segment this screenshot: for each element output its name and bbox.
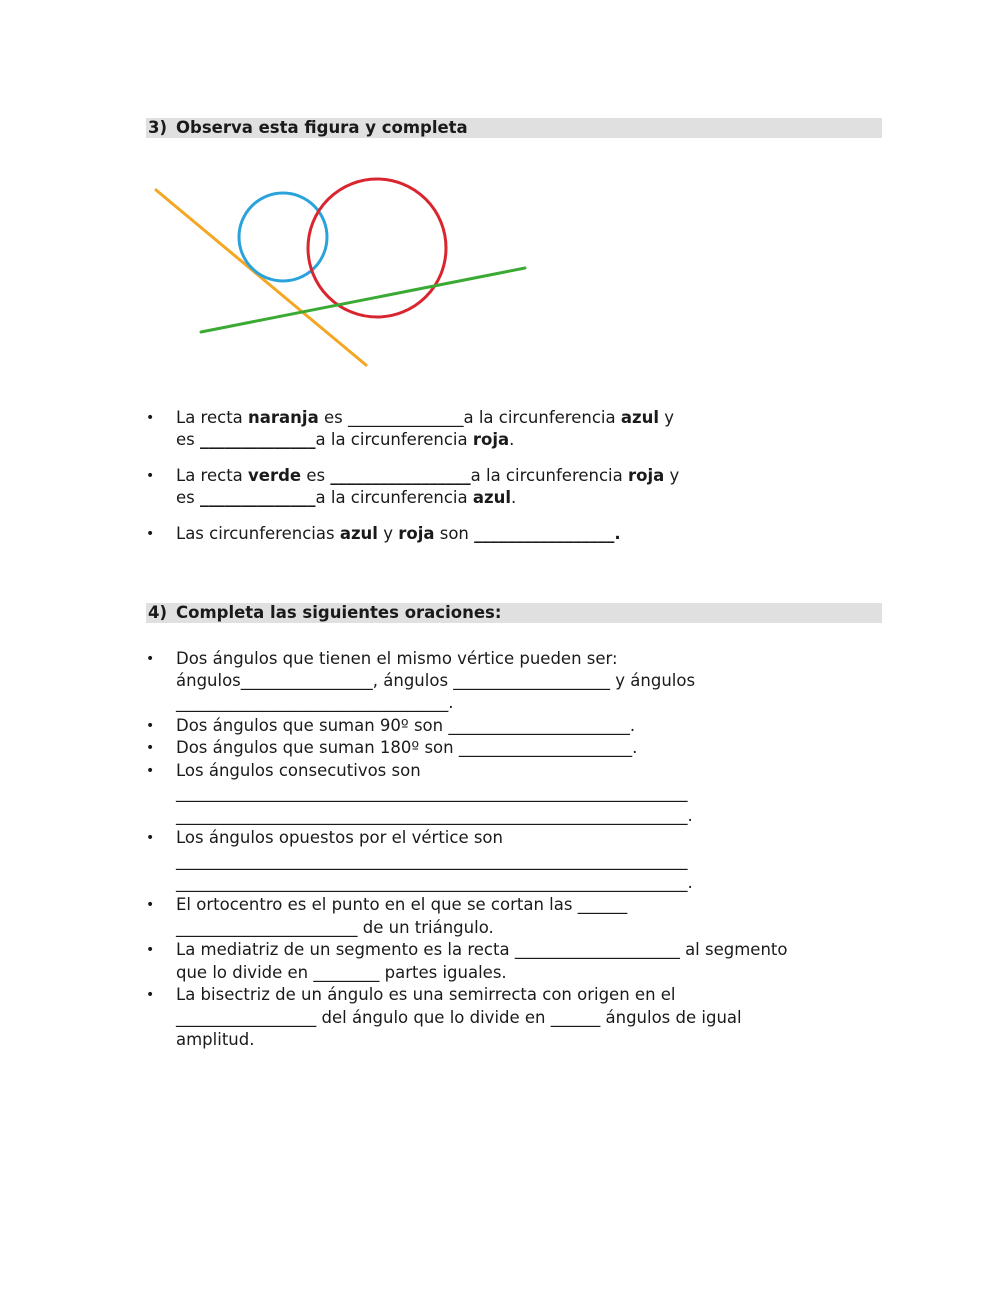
bullet: • — [146, 468, 155, 484]
bullet: • — [146, 763, 155, 779]
green-line — [201, 268, 525, 332]
q3-item-1-line-2: es ______________a la circunferencia roja. — [176, 430, 515, 449]
q4-line[interactable]: ______________________ de un triángulo. — [176, 918, 494, 937]
q4-line[interactable]: ______________________________________________________________ — [176, 783, 688, 802]
blank[interactable]: _________________. — [474, 524, 621, 543]
q4-line[interactable]: ______________________________________________________________. — [176, 873, 693, 892]
q4-line[interactable]: _________________ del ángulo que lo divide en ______ ángulos de igual — [176, 1008, 742, 1027]
section-3-number: 3) — [148, 118, 168, 137]
bullet: • — [146, 651, 155, 667]
q4-line: Los ángulos consecutivos son — [176, 761, 421, 780]
q4-line[interactable]: _________________________________. — [176, 693, 454, 712]
q4-line[interactable]: ángulos________________, ángulos ___________________ y ángulos — [176, 671, 696, 690]
q3-item-2-line-1: La recta verde es _________________a la circunferencia roja y — [176, 466, 680, 485]
section-4-number: 4) — [148, 603, 168, 622]
blue-circle — [239, 193, 327, 281]
q3-item-2-line-2: es ______________a la circunferencia azul. — [176, 488, 517, 507]
section-3-header — [146, 118, 882, 138]
bullet: • — [146, 942, 155, 958]
q4-line[interactable]: ______________________________________________________________ — [176, 851, 688, 870]
bullet: • — [146, 830, 155, 846]
blank[interactable]: ______________ — [200, 430, 316, 449]
q4-line[interactable]: La mediatriz de un segmento es la recta ____________________ al segmento — [176, 940, 788, 959]
q4-line[interactable]: Dos ángulos que suman 90º son ______________________. — [176, 716, 636, 735]
q3-item-3-line-1: Las circunferencias azul y roja son _________________. — [176, 524, 621, 543]
q4-line[interactable]: Dos ángulos que suman 180º son _____________________. — [176, 738, 638, 757]
q3-item-1-line-1: La recta naranja es ______________a la circunferencia azul y — [176, 408, 675, 427]
blank[interactable]: _________________ — [330, 466, 471, 485]
bullet: • — [146, 740, 155, 756]
section-4-header — [146, 603, 882, 623]
orange-line — [156, 190, 366, 365]
q4-line[interactable]: ______________________________________________________________. — [176, 806, 693, 825]
bullet: • — [146, 987, 155, 1003]
bullet: • — [146, 526, 155, 542]
q4-line: Dos ángulos que tienen el mismo vértice pueden ser: — [176, 649, 618, 668]
bullet: • — [146, 897, 155, 913]
q4-line[interactable]: que lo divide en ________ partes iguales. — [176, 963, 507, 982]
blank[interactable]: ______________ — [200, 488, 316, 507]
bullet: • — [146, 718, 155, 734]
blank[interactable]: ______________ — [347, 408, 464, 427]
q4-line: Los ángulos opuestos por el vértice son — [176, 828, 503, 847]
section-4-title: Completa las siguientes oraciones: — [176, 603, 502, 622]
q4-line: La bisectriz de un ángulo es una semirrecta con origen en el — [176, 985, 676, 1004]
section-3-title: Observa esta figura y completa — [176, 118, 468, 137]
q4-line: amplitud. — [176, 1030, 255, 1049]
q4-line[interactable]: El ortocentro es el punto en el que se cortan las ______ — [176, 895, 628, 914]
geometry-figure — [150, 170, 540, 375]
bullet: • — [146, 410, 155, 426]
